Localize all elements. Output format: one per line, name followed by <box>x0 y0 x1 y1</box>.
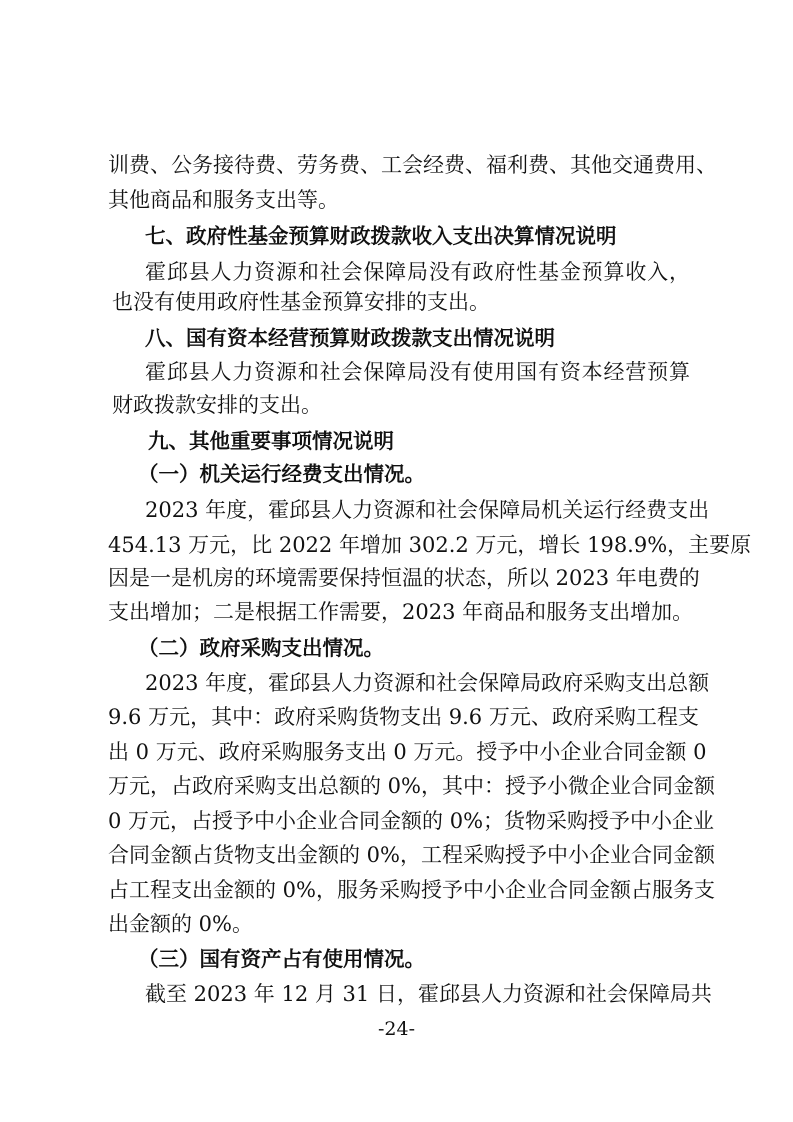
body-text-line: 支出增加；二是根据工作需要，2023 年商品和服务支出增加。 <box>108 600 694 624</box>
body-text-line: 2023 年度，霍邱县人力资源和社会保障局政府采购支出总额 <box>145 671 710 695</box>
section-heading-8: 八、国有资本经营预算财政拨款支出情况说明 <box>145 326 555 350</box>
body-text-line: 因是一是机房的环境需要保持恒温的状态，所以 2023 年电费的 <box>108 566 700 590</box>
body-text-line: 财政拨款安排的支出。 <box>112 393 322 417</box>
section-heading-9: 九、其他重要事项情况说明 <box>148 429 394 453</box>
subsection-heading-1: （一）机关运行经费支出情况。 <box>138 462 425 486</box>
body-text-line: 也没有使用政府性基金预算安排的支出。 <box>112 290 490 314</box>
body-text-line: 9.6 万元，其中：政府采购货物支出 9.6 万元、政府采购工程支 <box>108 705 699 729</box>
body-text-line: 0 万元，占授予中小企业合同金额的 0%；货物采购授予中小企业 <box>108 809 715 833</box>
section-heading-7: 七、政府性基金预算财政拨款收入支出决算情况说明 <box>145 224 617 248</box>
body-text-line: 截至 2023 年 12 月 31 日，霍邱县人力资源和社会保障局共 <box>145 982 712 1006</box>
body-text-line: 霍邱县人力资源和社会保障局没有使用国有资本经营预算 <box>145 360 690 384</box>
subsection-heading-3: （三）国有资产占有使用情况。 <box>138 947 425 971</box>
body-text-line: 其他商品和服务支出等。 <box>108 188 339 212</box>
body-text-line: 出 0 万元、政府采购服务支出 0 万元。授予中小企业合同金额 0 <box>108 740 707 764</box>
body-text-line: 454.13 万元，比 2022 年增加 302.2 万元，增长 198.9%，主要原 <box>108 533 752 557</box>
body-text-line: 合同金额占货物支出金额的 0%，工程采购授予中小企业合同金额 <box>108 843 715 867</box>
subsection-heading-2: （二）政府采购支出情况。 <box>138 636 384 660</box>
body-text-line: 2023 年度，霍邱县人力资源和社会保障局机关运行经费支出 <box>145 498 710 522</box>
body-text-line: 训费、公务接待费、劳务费、工会经费、福利费、其他交通费用、 <box>108 153 717 177</box>
page-number: -24- <box>377 1018 416 1040</box>
body-text-line: 出金额的 0%。 <box>108 912 253 936</box>
body-text-line: 占工程支出金额的 0%，服务采购授予中小企业合同金额占服务支 <box>108 878 715 902</box>
body-text-line: 霍邱县人力资源和社会保障局没有政府性基金预算收入， <box>145 260 690 284</box>
body-text-line: 万元，占政府采购支出总额的 0%，其中：授予小微企业合同金额 <box>108 774 715 798</box>
